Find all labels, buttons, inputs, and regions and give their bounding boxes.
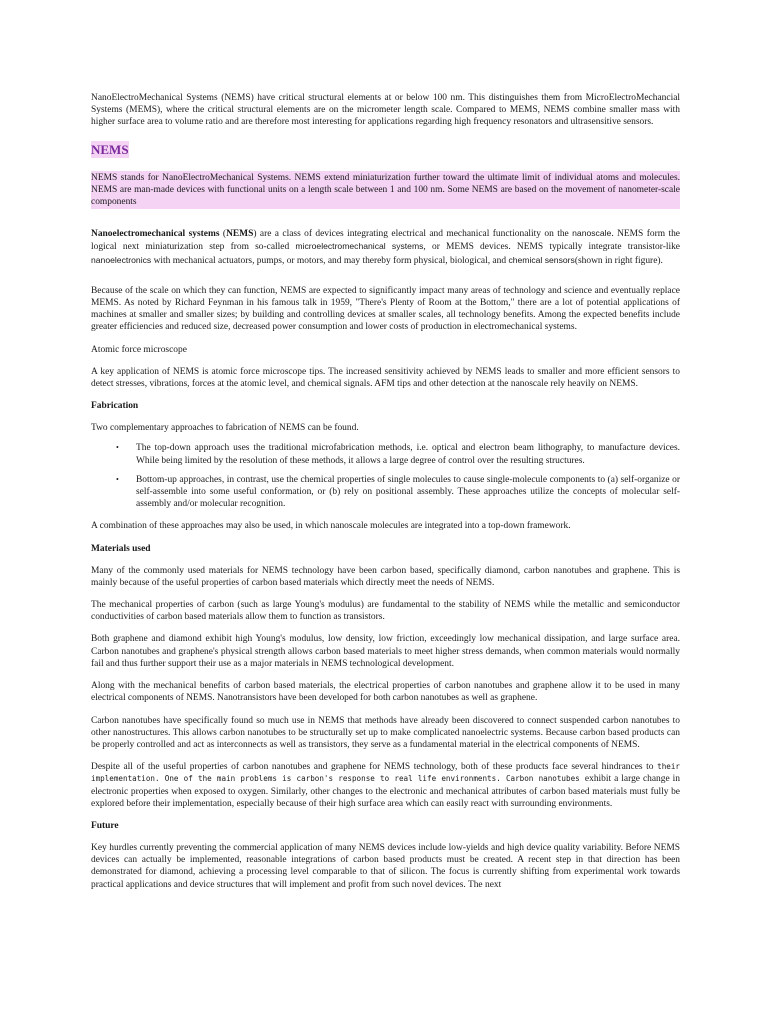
fabrication-lead: Two complementary approaches to fabrication of NEMS can be found. xyxy=(91,423,359,434)
document-body xyxy=(91,92,680,891)
fabrication-list xyxy=(91,442,680,510)
materials-paragraph-3: Both graphene and diamond exhibit high Young's modulus, low density, low friction, exceedingly low mechanical dissipation, and large surface area. Carbon nanotubes and graphene's physical strength allows carbon based materials to meet higher stress demands, when common materials would normally fail and thus further support their use as a major materials in NEMS technological development. xyxy=(91,634,680,669)
link-mems[interactable]: microelectromechanical systems xyxy=(295,241,424,252)
definition-paragraph: Nanoelectromechanical systems (NEMS) are a class of devices integrating electrical and mechanical functionality on the nanoscale. NEMS form the logical next miniaturization step from so-called microelectromechanical systems, or MEMS devices. NEMS typically integrate transistor-like nanoelectronics with mechanical actuators, pumps, or motors, and may thereby form physical, biological, and chemical sensors(shown in right figure). xyxy=(91,228,680,266)
scale-paragraph: Because of the scale on which they can function, NEMS are expected to significantly impact many areas of technology and science and eventually replace MEMS. As noted by Richard Feynman in his famous talk in 1959, "There's Plenty of Room at the Bottom," there are a lot of potential applications of machines at smaller and smaller sizes; by building and controlling devices at smaller scales, all technology benefits. Among the expected benefits include greater efficiencies and reduced size, decreased power consumption and lower costs of production in electromechanical systems. xyxy=(91,285,680,333)
definition-abbr: NEMS xyxy=(226,229,254,240)
materials-paragraph-1: Many of the commonly used materials for NEMS technology have been carbon based, specifically diamond, carbon nanotubes and graphene. This is mainly because of the useful properties of carbon based materials which directly meet the needs of NEMS. xyxy=(91,565,680,588)
materials-paragraph-4: Along with the mechanical benefits of carbon based materials, the electrical properties of carbon nanotubes and graphene allow it to be used in many electrical components of NEMS. Nanotransistors have been developed for both carbon nanotubes as well as graphene. xyxy=(91,681,680,704)
link-nanoscale[interactable]: nanoscale xyxy=(572,228,612,239)
intro-paragraph: NanoElectroMechanical Systems (NEMS) have critical structural elements at or below 100 nm. This distinguishes them from MicroElectroMechancial Systems (MEMS), where the critical structural elements are on the micrometer length scale. Compared to MEMS, NEMS combine smaller mass with higher surface area to volume ratio and are therefore most interesting for applications regarding high frequency resonators and ultrasensitive sensors. xyxy=(91,93,680,128)
bullet-icon: • xyxy=(116,443,119,453)
highlighted-summary: NEMS stands for NanoElectroMechanical Systems. NEMS extend miniaturization further toward the ultimate limit of individual atoms and molecules. NEMS are man-made devices with functional units on a length scale between 1 and 100 nm. Some NEMS are based on the movement of nanometer-scale components xyxy=(91,171,680,210)
afm-label: Atomic force microscope xyxy=(91,344,187,355)
afm-paragraph: A key application of NEMS is atomic force microscope tips. The increased sensitivity achieved by NEMS leads to smaller and more efficient sensors to detect stresses, vibrations, forces at the atomic level, and chemical signals. AFM tips and other detection at the nanoscale rely heavily on NEMS. xyxy=(91,366,680,390)
materials-heading: Materials used xyxy=(91,543,151,554)
list-item: • The top-down approach uses the traditional microfabrication methods, i.e. optical and electron beam lithography, to manufacture devices. While being limited by the resolution of these methods, it allows a large degree of control over the resulting structures. xyxy=(116,443,680,466)
bullet-icon: • xyxy=(116,474,119,484)
future-heading: Future xyxy=(91,820,119,831)
nems-heading: NEMS xyxy=(91,141,129,157)
materials-paragraph-6: Despite all of the useful properties of carbon nanotubes and graphene for NEMS technology, both of these products face several hindrances to their implementation. One of the main problems is carbon's response to real life environments. Carbon nanotubes exhibit a large change in electronic properties when exposed to oxygen. Similarly, other changes to the electronic and mechanical attributes of carbon based materials must fully be explored before their implementation, especially because of their high surface area which can easily react with surrounding environments. xyxy=(91,762,680,809)
definition-term: Nanoelectromechanical systems xyxy=(91,229,220,240)
future-paragraph: Key hurdles currently preventing the commercial application of many NEMS devices include low-yields and high device quality variability. Before NEMS devices can actually be implemented, reasonable integrations of carbon based products must be created. A recent step in that direction has been demonstrated for diamond, achieving a processing level comparable to that of silicon. The focus is currently shifting from experimental work towards practical applications and device structures that will implement and profit from such novel devices. The next xyxy=(91,842,680,890)
materials-paragraph-2: The mechanical properties of carbon (such as large Young's modulus) are fundamental to the stability of NEMS while the metallic and semiconductor conductivities of carbon based materials allow them to function as transistors. xyxy=(91,600,680,623)
fabrication-combination: A combination of these approaches may also be used, in which nanoscale molecules are integrated into a top-down framework. xyxy=(91,521,571,532)
list-item: • Bottom-up approaches, in contrast, use the chemical properties of single molecules to cause single-molecule components to (a) self-organize or self-assemble into some useful conformation, or (b) rely on positional assembly. These approaches utilize the concepts of molecular self-assembly and/or molecular recognition. xyxy=(116,474,680,510)
link-nanoelectronics[interactable]: nanoelectronics xyxy=(91,254,152,265)
fabrication-heading: Fabrication xyxy=(91,401,139,412)
link-chemical-sensors[interactable]: chemical sensors xyxy=(508,254,575,265)
materials-paragraph-5: Carbon nanotubes have specifically found so much use in NEMS that methods have already been discovered to connect suspended carbon nanotubes to other nanostructures. This allows carbon nanotubes to be structurally set up to make complicated nanoelectric systems. Because carbon based products can be properly controlled and act as interconnects as well as transistors, they serve as a fundamental material in the electrical components of NEMS. xyxy=(91,715,680,750)
